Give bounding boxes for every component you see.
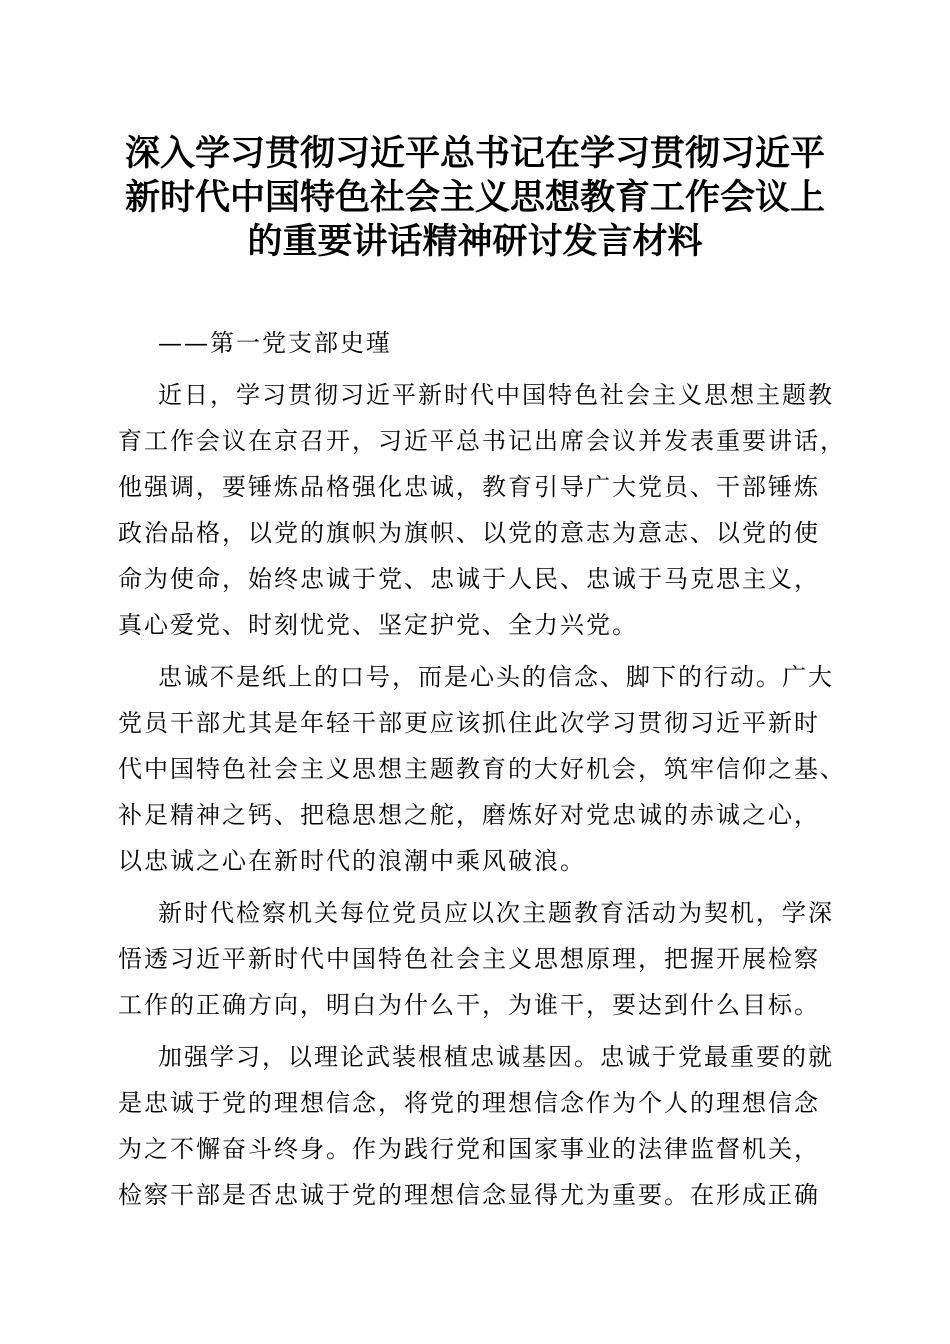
- paragraph-4: [118, 1034, 833, 1218]
- paragraph-line: 工作的正确方向，明白为什么干，为谁干，要达到什么目标。: [118, 991, 820, 1019]
- paragraph-line: 育工作会议在京召开，习近平总书记出席会议并发表重要讲话，: [118, 427, 846, 455]
- paragraph-line: 加强学习，以理论武装根植忠诚基因。忠诚于党最重要的就: [158, 1043, 834, 1071]
- paragraph-line: 政治品格，以党的旗帜为旗帜、以党的意志为意志、以党的使: [118, 519, 820, 547]
- paragraph-2: [118, 654, 846, 884]
- title-line: 新时代中国特色社会主义思想教育工作会议上: [124, 178, 825, 218]
- paragraph-1: [118, 372, 846, 648]
- paragraph-3: [118, 890, 833, 1028]
- paragraph-line: 他强调，要锤炼品格强化忠诚，教育引导广大党员、干部锤炼: [118, 473, 820, 501]
- paragraph-line: 新时代检察机关每位党员应以次主题教育活动为契机，学深: [158, 899, 834, 927]
- title-line: 深入学习贯彻习近平总书记在学习贯彻习近平: [124, 134, 825, 174]
- paragraph-line: 是忠诚于党的理想信念，将党的理想信念作为个人的理想信念: [118, 1089, 820, 1117]
- paragraph-line: 真心爱党、时刻忧党、坚定护党、全力兴党。: [118, 611, 638, 639]
- paragraph-line: 检察干部是否忠诚于党的理想信念显得尤为重要。在形成正确: [118, 1181, 820, 1209]
- paragraph-line: 党员干部尤其是年轻干部更应该抓住此次学习贯彻习近平新时: [118, 709, 820, 737]
- document-title: [110, 132, 840, 264]
- paragraph-line: 悟透习近平新时代中国特色社会主义思想原理，把握开展检察: [118, 945, 820, 973]
- paragraph-line: 代中国特色社会主义思想主题教育的大好机会，筑牢信仰之基、: [118, 755, 846, 783]
- author-line: [118, 320, 833, 366]
- title-line: 的重要讲话精神研讨发言材料: [247, 222, 703, 262]
- paragraph-line: 以忠诚之心在新时代的浪潮中乘风破浪。: [118, 847, 586, 875]
- paragraph-line: 补足精神之钙、把稳思想之舵，磨炼好对党忠诚的赤诚之心，: [118, 801, 820, 829]
- paragraph-line: 命为使命，始终忠诚于党、忠诚于人民、忠诚于马克思主义，: [118, 565, 820, 593]
- author-text: ——第一党支部史瑾: [158, 329, 392, 357]
- paragraph-line: 忠诚不是纸上的口号，而是心头的信念、脚下的行动。广大: [158, 663, 834, 691]
- paragraph-line: 近日，学习贯彻习近平新时代中国特色社会主义思想主题教: [158, 381, 834, 409]
- paragraph-line: 为之不懈奋斗终身。作为践行党和国家事业的法律监督机关，: [118, 1135, 820, 1163]
- document-body: [118, 320, 846, 1224]
